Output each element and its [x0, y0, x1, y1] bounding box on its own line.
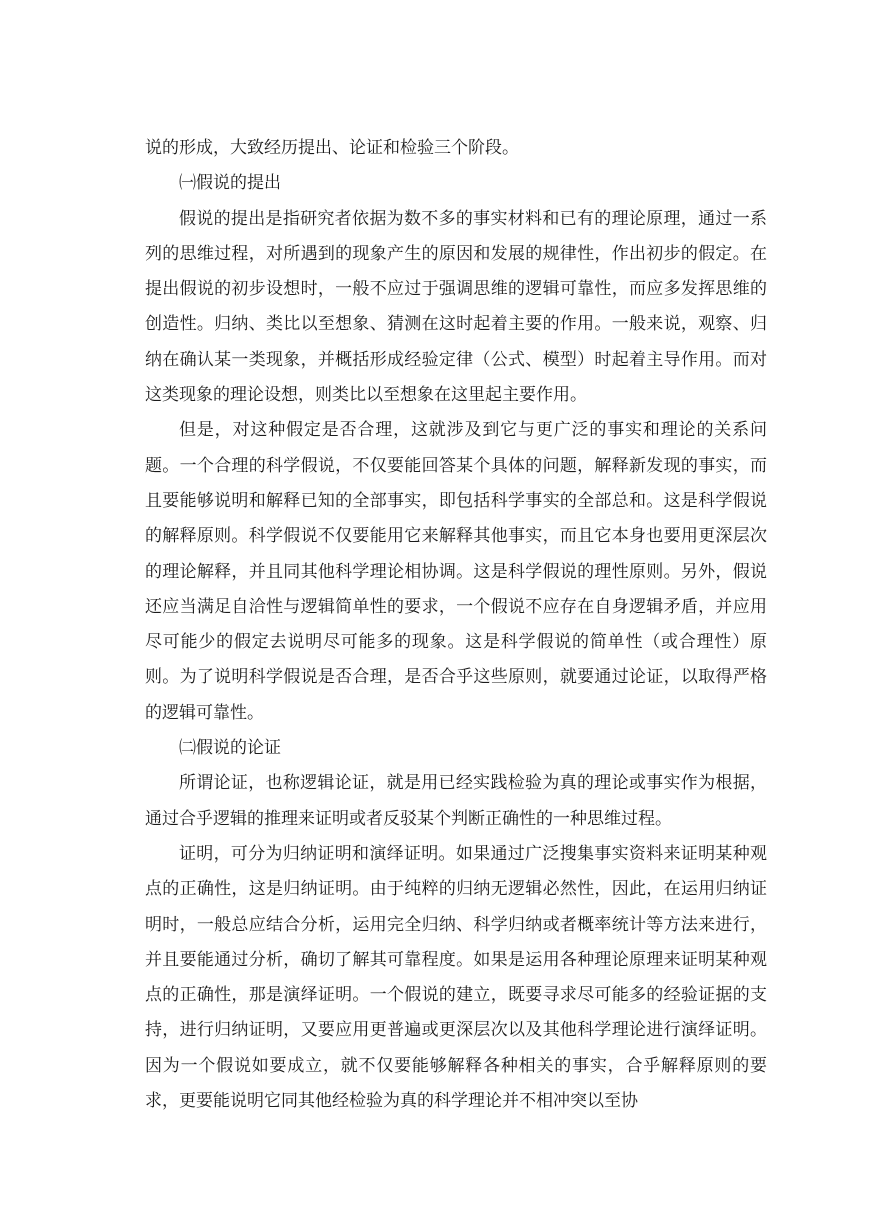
- paragraph-proposal: 假说的提出是指研究者依据为数不多的事实材料和已有的理论原理，通过一系列的思维过程，对所遇到的现象产生的原因和发展的规律性，作出初步的假定。在提出假说的初步设想时，一般不应过于强调思维的逻辑可靠性，而应多发挥思维的创造性。归纳、类比以至想象、猜测在这时起着主要的作用。一般来说，观察、归纳在确认某一类现象，并概括形成经验定律（公式、模型）时起着主导作用。而对这类现象的理论设想，则类比以至想象在这里起主要作用。: [145, 208, 767, 406]
- paragraph-proof-types: 证明，可分为归纳证明和演绎证明。如果通过广泛搜集事实资料来证明某种观点的正确性，这是归纳证明。由于纯粹的归纳无逻辑必然性，因此，在运用归纳证明时，一般总应结合分析，运用完全归纳、科学归纳或者概率统计等方法来进行，并且要能通过分析，确切了解其可靠程度。如果是运用各种理论原理来证明某种观点的正确性，那是演绎证明。一个假说的建立，既要寻求尽可能多的经验证据的支持，进行归纳证明，又要应用更普遍或更深层次以及其他科学理论进行演绎证明。因为一个假说如要成立，就不仅要能够解释各种相关的事实，合乎解释原则的要求，更要能说明它同其他经检验为真的科学理论并不相冲突以至协: [145, 843, 767, 1112]
- section-heading-proposal: ㈠假说的提出: [179, 173, 281, 194]
- paragraph-continuation: 说的形成，大致经历提出、论证和检验三个阶段。: [145, 138, 519, 158]
- document-body: [145, 131, 767, 1119]
- paragraph-argument-definition: 所谓论证，也称逻辑论证，就是用已经实践检验为真的理论或事实作为根据，通过合乎逻辑的推理来证明或者反驳某个判断正确性的一种思维过程。: [145, 773, 767, 829]
- section-heading-argument: ㈡假说的论证: [179, 738, 281, 759]
- paragraph-reasonableness: 但是，对这种假定是否合理，这就涉及到它与更广泛的事实和理论的关系问题。一个合理的科学假说，不仅要能回答某个具体的问题，解释新发现的事实，而且要能够说明和解释已知的全部事实，即包括科学事实的全部总和。这是科学假说的解释原则。科学假说不仅要能用它来解释其他事实，而且它本身也要用更深层次的理论解释，并且同其他科学理论相协调。这是科学假说的理性原则。另外，假说还应当满足自洽性与逻辑简单性的要求，一个假说不应存在自身逻辑矛盾，并应用尽可能少的假定去说明尽可能多的现象。这是科学假说的简单性（或合理性）原则。为了说明科学假说是否合理，是否合乎这些原则，就要通过论证，以取得严格的逻辑可靠性。: [145, 420, 767, 723]
